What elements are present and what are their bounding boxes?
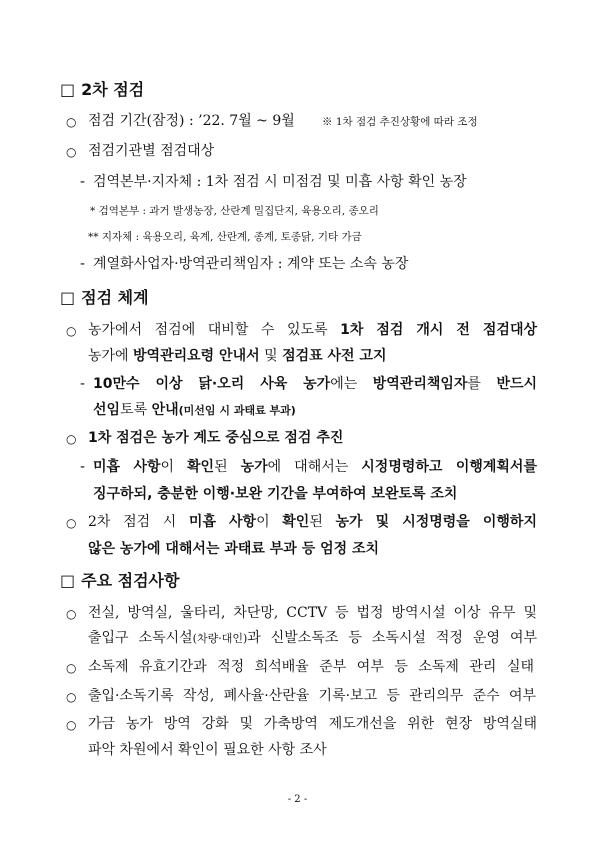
bullet-circle: ○ — [66, 661, 77, 675]
text-segment: 및 — [259, 348, 283, 364]
bullet-circle: ○ — [66, 516, 77, 530]
text-segment: 토록 — [120, 402, 152, 418]
text-line — [88, 687, 536, 705]
text-segment: (차량·대인) — [192, 632, 248, 645]
sub-item-text: 검역본부·지자체 : 1차 점검 시 미점검 및 미흡 사항 확인 농장 — [93, 174, 467, 190]
footnote-text: ** 지자체 : 육용오리, 육계, 산란계, 종계, 토종닭, 기타 가금 — [88, 231, 362, 243]
emphasis-text: 농가 — [240, 459, 268, 475]
text-segment: 전실, 방역실, 울타리, 차단망, CCTV 등 법정 방역시설 이상 유무 및 — [88, 605, 537, 621]
item-text: 점검 기간(잠정) : ’22. 7월 ~ 9월 — [88, 113, 295, 129]
text-line — [88, 658, 534, 676]
text-segment: 농가에 — [88, 348, 134, 364]
bullet-circle: ○ — [66, 432, 77, 446]
emphasis-text: 1차 점검 개시 전 점검대상 — [340, 322, 537, 338]
text-line — [88, 429, 343, 447]
text-line — [88, 540, 379, 558]
emphasis-text: 농가 및 시정명령을 이행하지 — [335, 514, 537, 530]
bullet-circle: ○ — [66, 324, 77, 338]
emphasis-text: 점검표 사전 고지 — [282, 348, 387, 364]
emphasis-text: 미흡 사항 — [93, 459, 161, 475]
text-line — [88, 741, 327, 759]
section-marker: □ — [60, 80, 76, 99]
text-segment: 소독제 유효기간과 적정 희석배율 준부 여부 등 소독제 관리 실태 — [88, 659, 534, 675]
emphasis-text: 징구하되, 충분한 이행·보완 기간을 부여하여 보완토록 조치 — [93, 486, 458, 502]
section-title: 점검 체계 — [81, 288, 149, 307]
sub-item-text: 계열화사업자·방역관리책임자 : 계약 또는 소속 농장 — [93, 256, 409, 272]
text-segment: 에는 — [330, 376, 373, 392]
text-line — [88, 347, 386, 365]
section-title: 주요 점검사항 — [81, 571, 180, 590]
text-line — [88, 604, 537, 622]
text-segment: 출입·소독기록 작성, 폐사율·산란율 기록·보고 등 관리의무 준수 여부 — [88, 688, 536, 704]
footnote-text: * 검역본부 : 과거 발생농장, 산란계 밀집단지, 육용오리, 종오리 — [90, 205, 379, 217]
text-line — [88, 629, 537, 648]
emphasis-text: 시정명령하고 이행계획서를 — [361, 459, 537, 475]
bullet-circle: ○ — [66, 690, 77, 704]
emphasis-text: 선임 — [93, 402, 121, 418]
text-segment: 파악 차원에서 확인이 필요한 사항 조사 — [88, 742, 327, 758]
bullet-dash: - — [80, 459, 86, 475]
text-segment: 2차 점검 시 — [88, 514, 189, 530]
note-text: ※ 1차 점검 추진상황에 따라 조정 — [322, 116, 478, 128]
text-segment: 출입구 소독시설 — [88, 630, 193, 646]
text-segment: 과 신발소독조 등 소독시설 적정 운영 여부 — [247, 630, 538, 646]
bullet-circle: ○ — [66, 607, 77, 621]
text-segment: 된 — [214, 459, 241, 475]
emphasis-text: 방역관리요령 안내서 — [133, 348, 260, 364]
text-line — [93, 485, 457, 503]
text-line — [93, 458, 537, 476]
text-line — [88, 715, 537, 733]
emphasis-text: 반드시 — [496, 376, 538, 392]
text-segment: 이 — [256, 514, 283, 530]
emphasis-text: 확인 — [282, 514, 310, 530]
item-text: 점검기관별 점검대상 — [88, 143, 215, 159]
text-segment: 된 — [309, 514, 336, 530]
emphasis-text: (미선임 시 과태료 부과) — [178, 404, 296, 417]
section-heading — [60, 81, 144, 99]
emphasis-text: 방역관리책임자 — [372, 376, 468, 392]
section-marker: □ — [60, 571, 76, 590]
text-line — [88, 321, 537, 339]
emphasis-text: 확인 — [187, 459, 215, 475]
emphasis-text: 안내 — [151, 402, 179, 418]
text-line — [88, 513, 537, 531]
bullet-circle: ○ — [66, 145, 77, 159]
text-segment: 가금 농가 방역 강화 및 가축방역 제도개선을 위한 현장 방역실태 — [88, 716, 537, 732]
emphasis-text: 1차 점검은 농가 계도 중심으로 점검 추진 — [88, 430, 344, 446]
text-segment: 농가에서 점검에 대비할 수 있도록 — [88, 322, 341, 338]
text-line — [93, 375, 537, 393]
section-heading — [60, 289, 149, 307]
emphasis-text: 미흡 사항 — [188, 514, 257, 530]
bullet-dash: - — [80, 256, 86, 272]
page-number: - 2 - — [287, 794, 308, 805]
section-marker: □ — [60, 288, 76, 307]
bullet-circle: ○ — [66, 718, 77, 732]
emphasis-text: 10만수 이상 닭·오리 사육 농가 — [93, 376, 331, 392]
emphasis-text: 않은 농가에 대해서는 과태료 부과 등 엄정 조치 — [88, 541, 380, 557]
section-heading — [60, 572, 179, 590]
bullet-dash: - — [80, 376, 86, 392]
bullet-dash: - — [80, 174, 86, 190]
section-title: 2차 점검 — [81, 80, 145, 99]
text-segment: 이 — [160, 459, 188, 475]
text-segment: 에 대해서는 — [267, 459, 362, 475]
text-line — [93, 401, 296, 420]
bullet-circle: ○ — [66, 115, 77, 129]
text-segment: 를 — [467, 376, 497, 392]
